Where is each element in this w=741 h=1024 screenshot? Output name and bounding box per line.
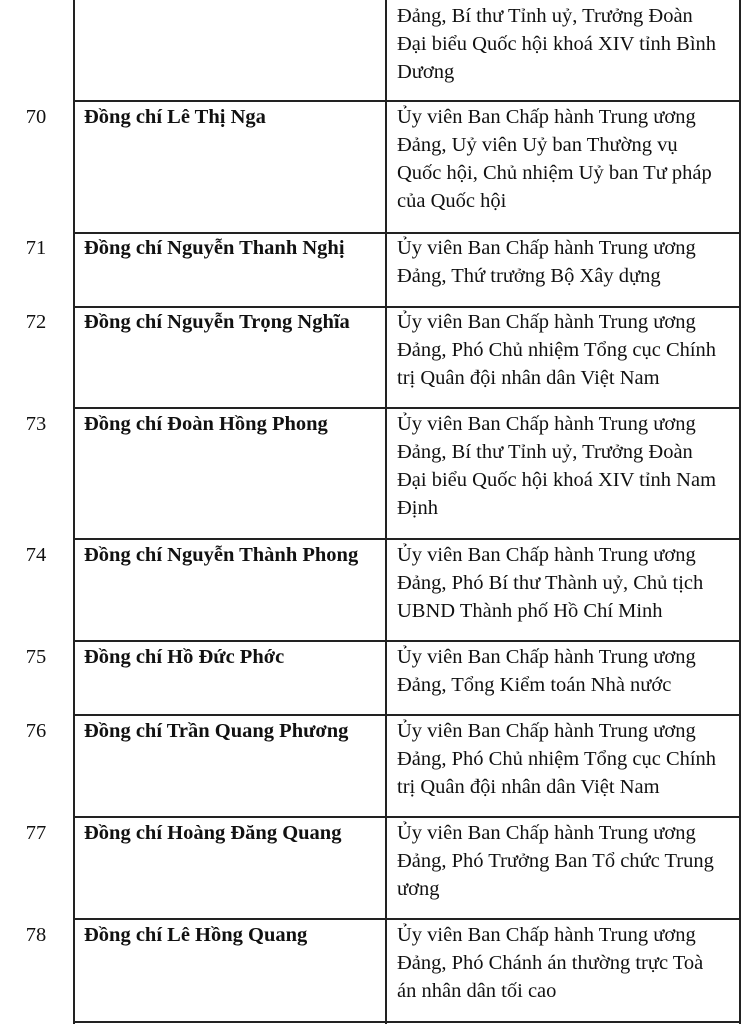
- role-line: Đảng, Bí thư Tỉnh uỷ, Trưởng Đoàn: [397, 5, 693, 27]
- role-line: Đại biểu Quốc hội khoá XIV tỉnh Nam: [397, 469, 717, 491]
- role-line: UBND Thành phố Hồ Chí Minh: [397, 600, 663, 622]
- row-number: 73: [25, 413, 47, 435]
- member-name: Đồng chí Lê Hồng Quang: [84, 924, 308, 946]
- role-line: Đảng, Phó Chủ nhiệm Tổng cục Chính: [397, 339, 717, 361]
- table-border-left: [73, 0, 75, 1024]
- table-border-bottom: [73, 1021, 740, 1023]
- role-line: Đảng, Phó Bí thư Thành uỷ, Chủ tịch: [397, 572, 704, 594]
- member-name: Đồng chí Nguyễn Thành Phong: [84, 544, 359, 566]
- role-line: án nhân dân tối cao: [397, 980, 557, 1002]
- row-number: 76: [25, 720, 47, 742]
- role-line: Dương: [397, 61, 455, 83]
- member-name: Đồng chí Đoàn Hồng Phong: [84, 413, 328, 435]
- member-role: [397, 410, 737, 522]
- role-line: Ủy viên Ban Chấp hành Trung ương: [397, 311, 696, 333]
- row-divider: [73, 816, 740, 818]
- role-line: Ủy viên Ban Chấp hành Trung ương: [397, 237, 696, 259]
- member-name: Đồng chí Trần Quang Phương: [84, 720, 349, 742]
- role-line: trị Quân đội nhân dân Việt Nam: [397, 367, 660, 389]
- table-column-divider: [385, 0, 387, 1024]
- row-number: 75: [25, 646, 47, 668]
- role-line: Đảng, Phó Chủ nhiệm Tổng cục Chính: [397, 748, 717, 770]
- role-line: của Quốc hội: [397, 190, 507, 212]
- role-line: Ủy viên Ban Chấp hành Trung ương: [397, 822, 696, 844]
- row-divider: [73, 538, 740, 540]
- member-role: [397, 103, 737, 215]
- row-divider: [73, 714, 740, 716]
- role-line: Ủy viên Ban Chấp hành Trung ương: [397, 720, 696, 742]
- row-number: 72: [25, 311, 47, 333]
- role-line: trị Quân đội nhân dân Việt Nam: [397, 776, 660, 798]
- row-divider: [73, 640, 740, 642]
- row-divider: [73, 918, 740, 920]
- member-name: Đồng chí Nguyễn Trọng Nghĩa: [84, 311, 350, 333]
- member-role: [397, 234, 737, 290]
- role-line: Đảng, Bí thư Tỉnh uỷ, Trưởng Đoàn: [397, 441, 693, 463]
- role-line: Đại biểu Quốc hội khoá XIV tỉnh Bình: [397, 33, 717, 55]
- member-name: Đồng chí Lê Thị Nga: [84, 106, 266, 128]
- table-border-right: [739, 0, 741, 1024]
- role-line: ương: [397, 878, 440, 900]
- member-role: [397, 717, 737, 801]
- member-role: [397, 921, 737, 1005]
- row-divider: [73, 407, 740, 409]
- role-line: Ủy viên Ban Chấp hành Trung ương: [397, 544, 696, 566]
- role-line: Định: [397, 497, 438, 519]
- row-number: 78: [25, 924, 47, 946]
- member-role: [397, 541, 737, 625]
- member-role: [397, 643, 737, 699]
- role-line: Ủy viên Ban Chấp hành Trung ương: [397, 106, 696, 128]
- role-line: Đảng, Phó Trưởng Ban Tổ chức Trung: [397, 850, 714, 872]
- member-name: Đồng chí Hoàng Đăng Quang: [84, 822, 342, 844]
- role-line: Đảng, Uỷ viên Uỷ ban Thường vụ: [397, 134, 678, 156]
- role-line: Đảng, Tổng Kiểm toán Nhà nước: [397, 674, 672, 696]
- row-number: 77: [25, 822, 47, 844]
- member-name: Đồng chí Hồ Đức Phớc: [84, 646, 285, 668]
- role-line: Đảng, Thứ trưởng Bộ Xây dựng: [397, 265, 661, 287]
- member-role: [397, 819, 737, 903]
- row-divider: [73, 100, 740, 102]
- row-number: 70: [25, 106, 47, 128]
- role-line: Ủy viên Ban Chấp hành Trung ương: [397, 413, 696, 435]
- role-line: Ủy viên Ban Chấp hành Trung ương: [397, 646, 696, 668]
- role-line: Quốc hội, Chủ nhiệm Uỷ ban Tư pháp: [397, 162, 712, 184]
- role-line: Ủy viên Ban Chấp hành Trung ương: [397, 924, 696, 946]
- role-line: Đảng, Phó Chánh án thường trực Toà: [397, 952, 704, 974]
- member-name: Đồng chí Nguyễn Thanh Nghị: [84, 237, 345, 259]
- row-number: 71: [25, 237, 47, 259]
- table-row-continued-role: [397, 2, 737, 86]
- member-role: [397, 308, 737, 392]
- row-number: 74: [25, 544, 47, 566]
